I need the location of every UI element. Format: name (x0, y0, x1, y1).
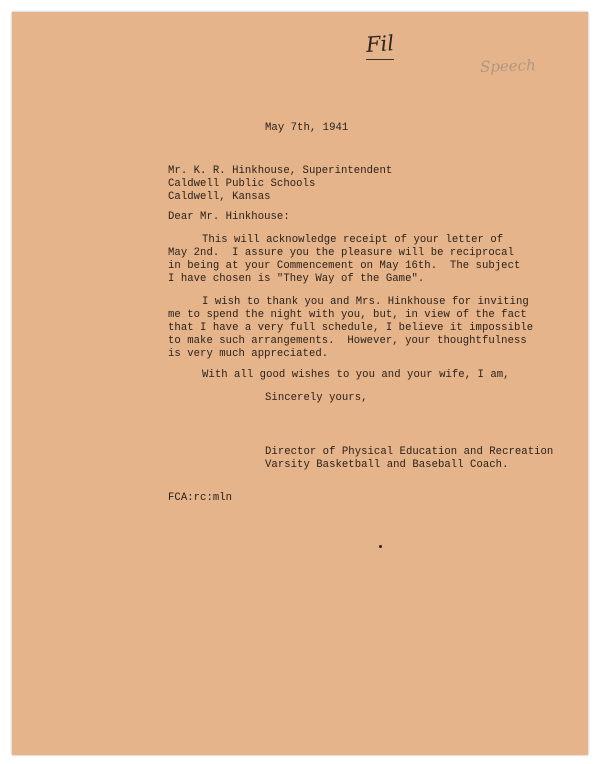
paragraph-2-line: me to spend the night with you, but, in view of the fact (168, 309, 527, 321)
signature-title: Varsity Basketball and Baseball Coach. (265, 459, 509, 471)
paragraph-1-line: I have chosen is "They Way of the Game". (168, 273, 425, 285)
paragraph-3-line: With all good wishes to you and your wife, I am, (202, 369, 510, 381)
paragraph-2-line: is very much appreciated. (168, 348, 329, 360)
ink-dot (379, 545, 382, 548)
reference-initials: FCA:rc:mln (168, 492, 233, 504)
paragraph-1-line: May 2nd. I assure you the pleasure will be reciprocal (168, 247, 514, 259)
signature-title: Director of Physical Education and Recreation (265, 446, 554, 458)
closing: Sincerely yours, (265, 392, 368, 404)
paragraph-2-line: I wish to thank you and Mrs. Hinkhouse for inviting (202, 296, 529, 308)
letter-page (12, 12, 588, 755)
file-note-underline (366, 59, 394, 60)
address-line: Caldwell Public Schools (168, 178, 316, 190)
salutation: Dear Mr. Hinkhouse: (168, 211, 290, 223)
letter-date: May 7th, 1941 (265, 122, 349, 134)
handwritten-file-note: Fil (365, 31, 395, 57)
pencil-speech-note: Speech (479, 56, 537, 76)
address-line: Mr. K. R. Hinkhouse, Superintendent (168, 165, 393, 177)
paragraph-1-line: This will acknowledge receipt of your letter of (202, 234, 504, 246)
paragraph-1-line: in being at your Commencement on May 16th. The subject (168, 260, 521, 272)
address-line: Caldwell, Kansas (168, 191, 271, 203)
paragraph-2-line: to make such arrangements. However, your thoughtfulness (168, 335, 527, 347)
paragraph-2-line: that I have a very full schedule, I believe it impossible (168, 322, 534, 334)
